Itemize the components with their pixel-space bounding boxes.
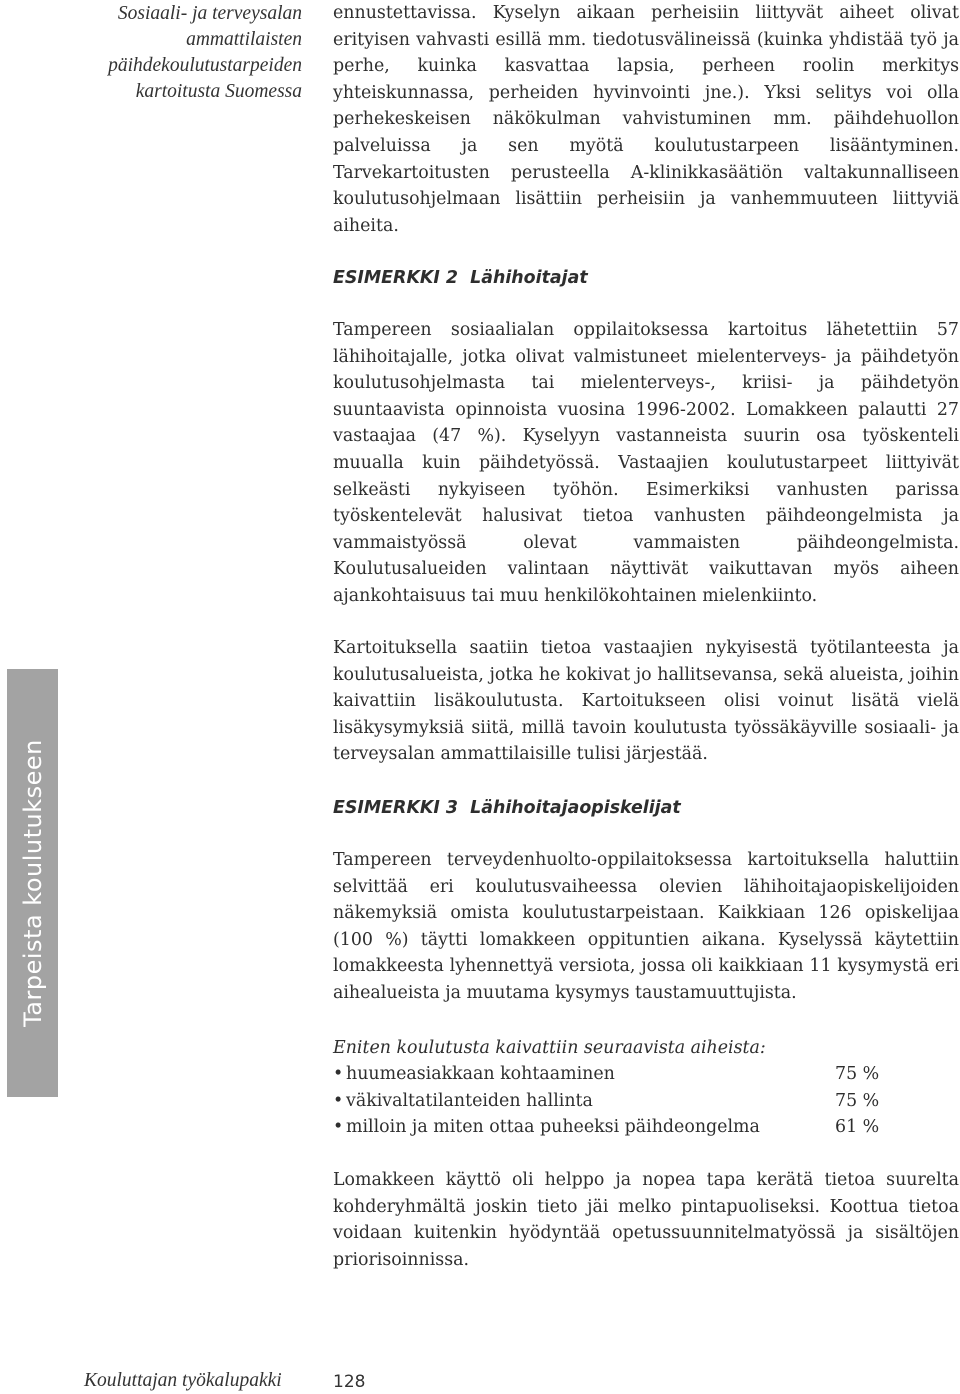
running-header bbox=[0, 1, 302, 105]
list-item bbox=[333, 1088, 959, 1115]
topic-list bbox=[333, 1061, 959, 1141]
bullet: • bbox=[333, 1117, 344, 1138]
running-header-line: Sosiaali- ja terveysalan bbox=[117, 3, 302, 24]
bullet: • bbox=[333, 1064, 344, 1084]
section-side-tab-label: Tarpeista koulutukseen bbox=[18, 739, 47, 1027]
running-header-line: päihdekoulutustarpeiden bbox=[108, 55, 302, 76]
example-3-paragraph-1: Tampereen terveydenhuolto-oppilaitoksessa kartoituksella haluttiin selvittää eri koulutusvaiheessa olevien lähihoitajaopiskelijoiden näkemyksiä omista koulutustarpeistaan. Kaikkiaan 126 opiskelijaa (100 %) täytti lomakkeen oppituntien aikana. Kyselyssä käytettiin lomakkeesta lyhennettyä versiota, jossa oli kaikkiaan 11 kysymystä eri aihealueista ja muutama kysymys taustamuuttujista. bbox=[333, 850, 959, 1003]
list-item-value: 75 % bbox=[835, 1064, 880, 1084]
running-header-line: ammattilaisten bbox=[186, 29, 302, 50]
list-item bbox=[333, 1114, 959, 1141]
example-2-heading: ESIMERKKI 2 Lähihoitajat bbox=[333, 268, 588, 288]
page-number: 128 bbox=[333, 1372, 366, 1392]
example-2-paragraph-2: Kartoituksella saatiin tietoa vastaajien nykyisestä työtilanteesta ja koulutusalueista, jotka he kokivat jo hallitsevansa, sekä alueista, joihin kaivattiin lisäkoulutusta. Kartoitukseen olisi voinut lisätä vielä lisäkysymyksiä siitä, millä tavoin koulutusta työssäkäyville sosiaali- ja terveysalan ammattilaisille tulisi järjestää. bbox=[333, 638, 959, 765]
section-side-tab bbox=[7, 669, 58, 1097]
bullet: • bbox=[333, 1090, 344, 1111]
example-3-heading: ESIMERKKI 3 Lähihoitajaopiskelijat bbox=[333, 798, 681, 818]
example-3-paragraph-2: Lomakkeen käyttö oli helppo ja nopea tapa kerätä tietoa suurelta kohderyhmältä joskin tieto jäi melko pintapuoliseksi. Koottua tietoa voidaan kuitenkin hyödyntää opetussuunnitelmatyössä ja sisältöjen priorisoinnissa. bbox=[333, 1170, 959, 1270]
list-item bbox=[333, 1061, 959, 1088]
intro-paragraph: ennustettavissa. Kyselyn aikaan perheisiin liittyvät aiheet olivat erityisen vahvasti esillä mm. tiedotusvälineissä (kuinka yhdistää työ ja perhe, kuinka kasvattaa lapsia, perheen roolin merkitys yhteiskunnassa, perheiden hyvinvointi jne.). Yksi selitys voi olla perhekeskeisen näkökulman vahvistuminen mm. päihdehuollon palveluissa ja sen myötä koulutustarpeen lisääntyminen. Tarvekartoitusten perusteella A-klinikkasäätiön valtakunnalliseen koulutusohjelmaan lisättiin perheisiin ja vanhemmuuteen liittyviä aiheita. bbox=[333, 3, 959, 236]
list-item-label: huumeasiakkaan kohtaaminen bbox=[346, 1064, 615, 1084]
list-item-value: 75 % bbox=[835, 1090, 880, 1111]
footer-title: Kouluttajan työkalupakki bbox=[84, 1370, 282, 1391]
example-2-paragraph-1: Tampereen sosiaalialan oppilaitoksessa kartoitus lähetettiin 57 lähihoitajalle, jotka olivat valmistuneet mielenterveys- ja päihdetyön koulutusohjelmasta tai mielenterveys-, kriisi- ja päihdetyön suuntaavista opinnoista vuosina 1996-2002. Lomakkeen palautti 27 vastaajaa (47 %). Kyselyyn vastanneista suurin osa työskenteli muualla kuin päihdetyössä. Vastaajien koulutustarpeet liittyivät selkeästi nykyiseen työhön. Esimerkiksi vanhusten parissa työskentelevät halusivat tietoa vanhusten päihdeongelmista ja vammaistyössä olevat vammaisten päihdeongelmista. Koulutusalueiden valintaan näyttivät vaikuttavan myös aiheen ajankohtaisuus tai muu henkilökohtainen mielenkiinto. bbox=[333, 320, 959, 606]
list-item-label: väkivaltatilanteiden hallinta bbox=[346, 1090, 593, 1111]
running-header-line: kartoitusta Suomessa bbox=[135, 81, 302, 102]
list-item-label: milloin ja miten ottaa puheeksi päihdeongelma bbox=[346, 1117, 760, 1138]
list-item-value: 61 % bbox=[835, 1117, 880, 1138]
list-intro: Eniten koulutusta kaivattiin seuraavista aiheista: bbox=[333, 1038, 766, 1058]
